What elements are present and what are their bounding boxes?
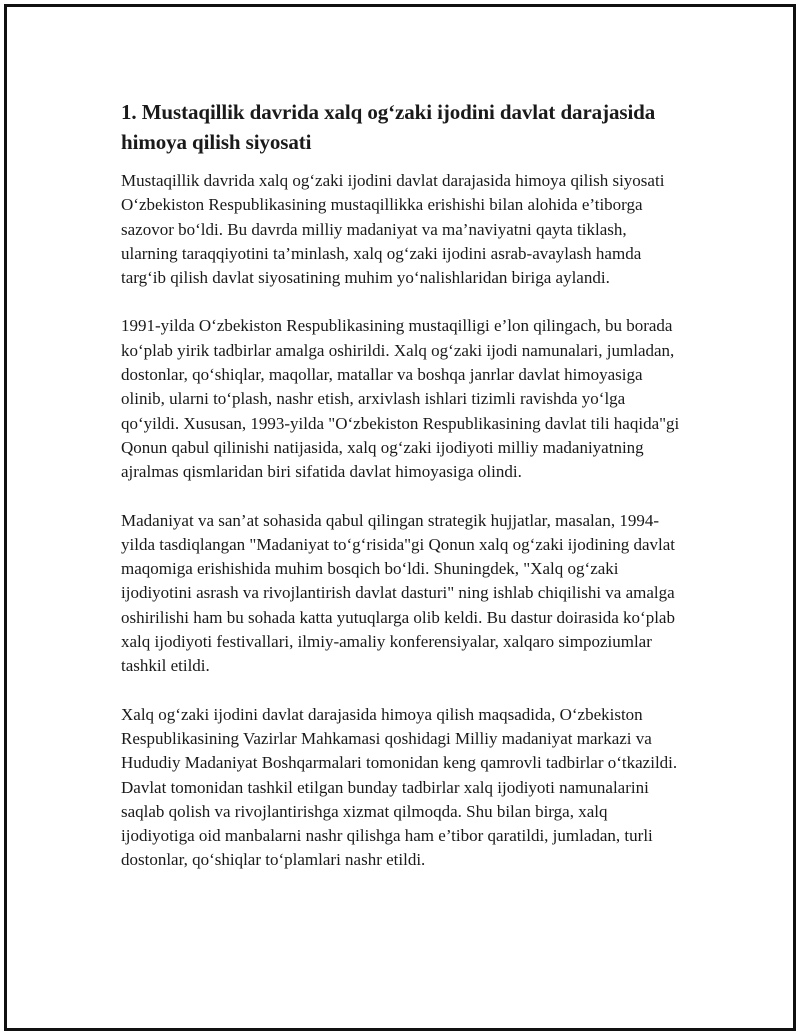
document-body	[121, 97, 681, 897]
page-frame	[4, 4, 796, 1031]
paragraph-3: Madaniyat va san’at sohasida qabul qilingan strategik hujjatlar, masalan, 1994-yilda tasdiqlangan "Madaniyat to‘g‘risida"gi Qonun xalq og‘zaki ijodining davlat maqomiga erishishida muhim bosqich bo‘ldi. Shuningdek, "Xalq og‘zaki ijodiyotini asrash va rivojlantirish davlat dasturi" ning ishlab chiqilishi va amalga oshirilishi ham bu sohada katta yutuqlarga olib keldi. Bu dastur doirasida ko‘plab xalq ijodiyoti festivallari, ilmiy-amaliy konferensiyalar, xalqaro simpoziumlar tashkil etildi.	[121, 510, 675, 676]
paragraph-4: Xalq og‘zaki ijodini davlat darajasida himoya qilish maqsadida, O‘zbekiston Respublikasining Vazirlar Mahkamasi qoshidagi Milliy madaniyat markazi va Hududiy Madaniyat Boshqarmalari tomonidan keng qamrovli tadbirlar o‘tkazildi. Davlat tomonidan tashkil etilgan bunday tadbirlar xalq ijodiyoti namunalarini saqlab qolish va rivojlantirishga xizmat qilmoqda. Shu bilan birga, xalq ijodiyotiga oid manbalarni nashr qilishga ham e’tibor qaratildi, jumladan, turli dostonlar, qo‘shiqlar to‘plamlari nashr etildi.	[121, 704, 678, 870]
paragraph-2: 1991-yilda O‘zbekiston Respublikasining mustaqilligi e’lon qilingach, bu borada ko‘plab yirik tadbirlar amalga oshirildi. Xalq og‘zaki ijodi namunalari, jumladan, dostonlar, qo‘shiqlar, maqollar, matallar va boshqa janrlar davlat himoyasiga olinib, ularni to‘plash, nashr etish, arxivlash ishlari tizimli ravishda yo‘lga qo‘yildi. Xususan, 1993-yilda "O‘zbekiston Respublikasining davlat tili haqida"gi Qonun qabul qilinishi natijasida, xalq og‘zaki ijodiyoti milliy madaniyatning ajralmas qismlaridan biri sifatida davlat himoyasiga olindi.	[121, 316, 680, 482]
paragraph-1: Mustaqillik davrida xalq og‘zaki ijodini davlat darajasida himoya qilish siyosati O‘zbekiston Respublikasining mustaqillikka erishishi bilan alohida e’tiborga sazovor bo‘ldi. Bu davrda milliy madaniyat va ma’naviyatni qayta tiklash, ularning taraqqiyotini ta’minlash, xalq og‘zaki ijodini asrab-avaylash hamda targ‘ib qilish davlat siyosatining muhim yo‘nalishlaridan biriga aylandi.	[121, 171, 665, 288]
section-heading: 1. Mustaqillik davrida xalq og‘zaki ijodini davlat darajasida himoya qilish siyosati	[121, 100, 656, 154]
